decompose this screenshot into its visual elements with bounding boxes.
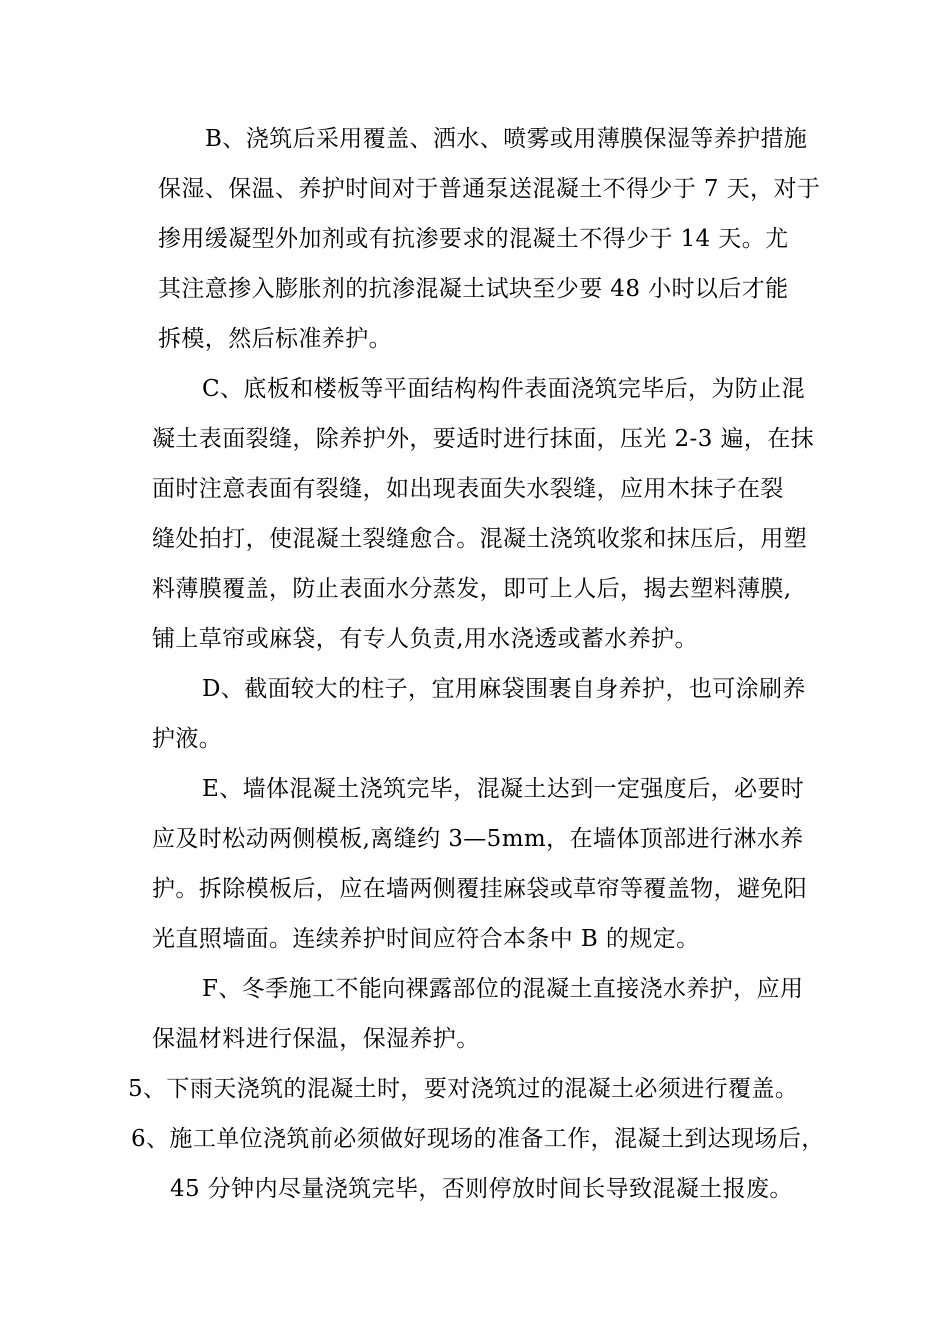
item-b-line-4: 其注意掺入膨胀剂的抗渗混凝土试块至少要 48 小时以后才能 [158, 276, 789, 302]
item-e-line-2: 应及时松动两侧模板,离缝约 3—5mm，在墙体顶部进行淋水养 [152, 826, 804, 852]
item-e-line-1: E、墙体混凝土浇筑完毕，混凝土达到一定强度后，必要时 [202, 776, 805, 802]
item-c-line-3: 面时注意表面有裂缝，如出现表面失水裂缝，应用木抹子在裂 [152, 476, 784, 502]
item-c-line-5: 料薄膜覆盖，防止表面水分蒸发，即可上人后，揭去塑料薄膜, [152, 576, 792, 602]
item-c-line-2: 凝土表面裂缝，除养护外，要适时进行抹面，压光 2-3 遍，在抹 [152, 426, 815, 452]
item-f-line-1: F、冬季施工不能向裸露部位的混凝土直接浇水养护，应用 [202, 976, 804, 1002]
item-b-line-5: 拆模，然后标准养护。 [158, 326, 392, 352]
item-e-line-4: 光直照墙面。连续养护时间应符合本条中 B 的规定。 [152, 926, 700, 952]
item-c-line-4: 缝处拍打，使混凝土裂缝愈合。混凝土浇筑收浆和抹压后，用塑 [152, 526, 808, 552]
item-e-line-3: 护。拆除模板后，应在墙两侧覆挂麻袋或草帘等覆盖物，避免阳 [152, 876, 808, 902]
item-6-line-1: 6、施工单位浇筑前必须做好现场的准备工作，混凝土到达现场后， [131, 1126, 825, 1152]
item-c-line-1: C、底板和楼板等平面结构构件表面浇筑完毕后，为防止混 [202, 376, 805, 402]
item-c-line-6: 铺上草帘或麻袋，有专人负责,用水浇透或蓄水养护。 [152, 626, 698, 652]
item-b-line-1: B、浇筑后采用覆盖、洒水、喷雾或用薄膜保湿等养护措施 [205, 126, 808, 152]
item-f-line-2: 保温材料进行保温，保湿养护。 [152, 1026, 480, 1052]
item-d-line-1: D、截面较大的柱子，宜用麻袋围裹自身养护，也可涂刷养 [202, 676, 806, 702]
item-5-line-1: 5、下雨天浇筑的混凝土时，要对浇筑过的混凝土必须进行覆盖。 [128, 1076, 799, 1102]
item-b-line-2: 保湿、保温、养护时间对于普通泵送混凝土不得少于 7 天，对于 [158, 176, 821, 202]
item-d-line-2: 护液。 [152, 726, 223, 752]
item-6-line-2: 45 分钟内尽量浇筑完毕，否则停放时间长导致混凝土报废。 [170, 1176, 793, 1202]
item-b-line-3: 掺用缓凝型外加剂或有抗渗要求的混凝土不得少于 14 天。尤 [158, 226, 789, 252]
